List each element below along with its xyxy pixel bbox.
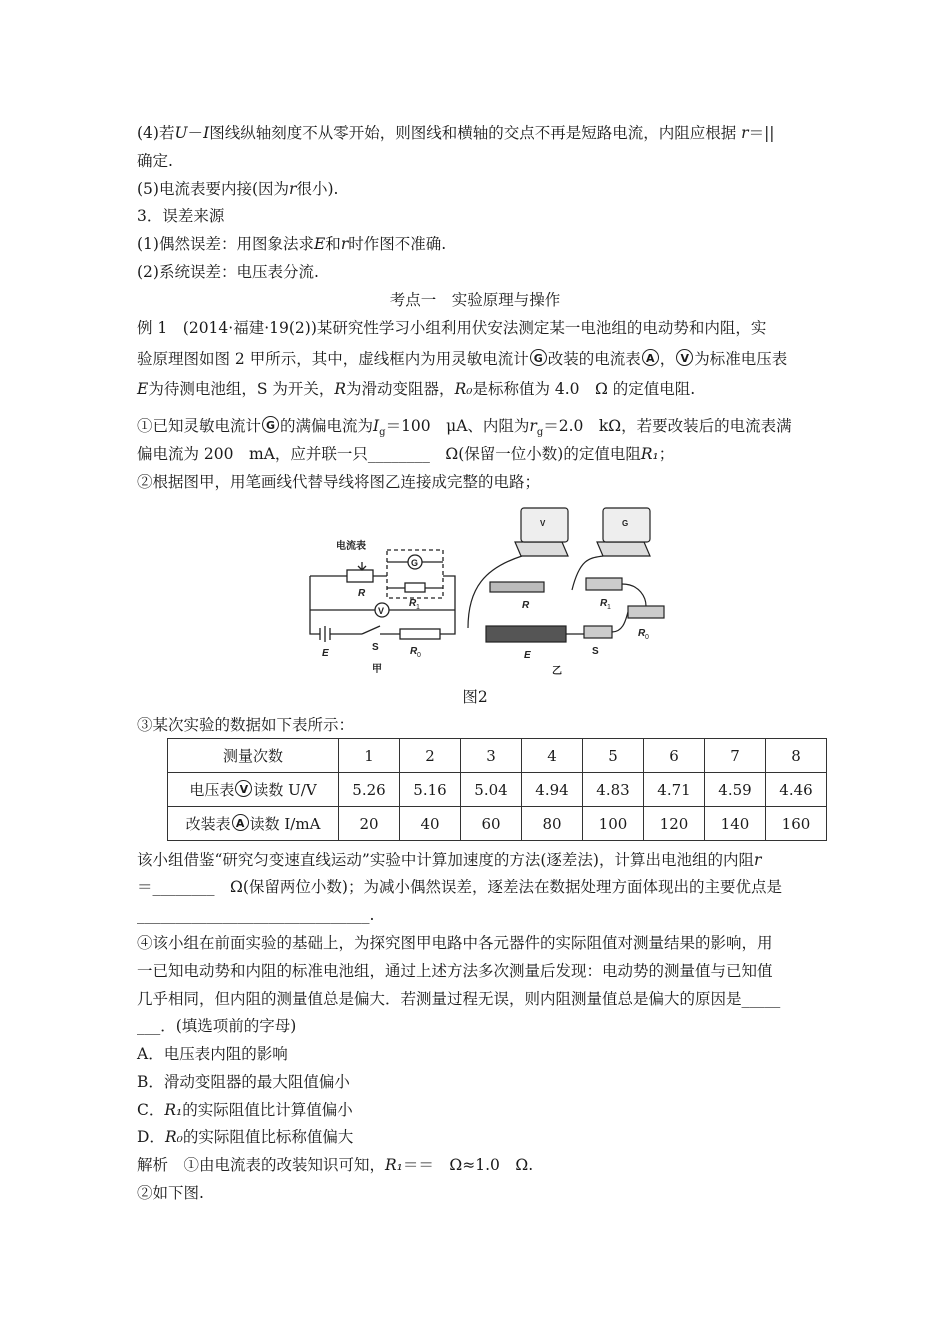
table-cell: 4.71 — [644, 773, 705, 807]
text: 改装表 — [185, 815, 231, 833]
label-e: E — [322, 648, 329, 659]
table-cell: 5.04 — [461, 773, 522, 807]
option-a: A．电压表内阻的影响 — [137, 1045, 288, 1063]
battery-e — [320, 626, 330, 642]
text: 是标称值为 4.0 Ω 的定值电阻. — [472, 380, 696, 398]
rheostat-slider — [358, 562, 366, 570]
text: 时作图不准确. — [348, 235, 447, 253]
resistor-r0-board — [628, 606, 664, 618]
var-r: r — [529, 417, 537, 435]
label-e: E — [524, 650, 531, 661]
table-cell: 4 — [522, 739, 583, 773]
circuit-figure — [290, 498, 690, 680]
answer-blank: ______________________________. — [137, 906, 375, 924]
var-r1: R₁ — [640, 445, 659, 463]
label-r0: R — [638, 628, 646, 639]
rheostat-r — [347, 570, 373, 582]
var-r0: R₀ — [164, 1128, 183, 1146]
label-r1-sub: 1 — [416, 604, 420, 611]
subscript: g — [536, 427, 544, 439]
text: 读数 U/V — [253, 781, 317, 799]
text: ， — [659, 350, 676, 368]
question-3: ③某次实验的数据如下表所示： — [137, 716, 355, 734]
label-v: V — [378, 606, 385, 616]
section-3-title: 3．误差来源 — [137, 207, 225, 225]
text: 的实际阻值比标称值偏大 — [182, 1128, 354, 1146]
para-error-1 — [137, 234, 446, 254]
table-cell: 2 — [400, 739, 461, 773]
subscript: g — [379, 427, 386, 439]
ammeter-icon: A — [642, 349, 659, 366]
resistor-r1-board — [586, 578, 622, 590]
jia-labels — [322, 539, 421, 675]
text: ＝2.0 kΩ，若要改装后的电流表满 — [543, 417, 792, 435]
option-c — [137, 1100, 353, 1120]
figure-caption: 图2 — [462, 688, 488, 706]
table-cell: 6 — [644, 739, 705, 773]
label-r1: R — [409, 598, 417, 609]
table-cell: 100 — [583, 807, 644, 841]
label-r: R — [358, 588, 366, 599]
text: 读数 I/mA — [249, 815, 321, 833]
text: 的满偏电流为 — [280, 417, 374, 435]
table-cell: 4.94 — [522, 773, 583, 807]
table-cell: 120 — [644, 807, 705, 841]
para-error-2: (2)系统误差：电压表分流. — [137, 263, 319, 281]
voltmeter-meter — [515, 542, 568, 556]
option-b: B．滑动变阻器的最大阻值偏小 — [137, 1073, 350, 1091]
table-cell: 5.16 — [400, 773, 461, 807]
text: ＝＝ Ω≈1.0 Ω. — [402, 1156, 534, 1174]
table-cell: 140 — [705, 807, 766, 841]
caption-jia: 甲 — [372, 664, 382, 675]
example-1-line-3 — [137, 379, 695, 399]
table-cell: 20 — [339, 807, 400, 841]
example-1-line-2 — [137, 349, 787, 369]
question-4-line-1: ④该小组在前面实验的基础上，为探究图甲电路中各元器件的实际阻值对测量结果的影响，用 — [137, 934, 773, 952]
question-3-text-2: ＝________ Ω(保留两位小数)；为减小偶然误差，逐差法在数据处理方面体现出的主要优点是 — [137, 878, 782, 896]
text: (4)若 — [137, 124, 175, 142]
text: C． — [137, 1101, 165, 1119]
para-4 — [137, 123, 775, 143]
label-r: R — [522, 600, 530, 611]
galvanometer-icon: G — [262, 416, 279, 433]
resistor-r1 — [405, 583, 425, 592]
caption-yi: 乙 — [552, 666, 562, 677]
table-cell: 测量次数 — [168, 739, 339, 773]
label-r0: R — [410, 646, 418, 657]
ammeter-label: 电流表 — [336, 541, 366, 552]
var-e: E — [137, 380, 149, 398]
label-s: S — [592, 646, 599, 657]
para-5 — [137, 179, 338, 199]
table-cell: 4.46 — [766, 773, 827, 807]
var-e: E — [313, 235, 326, 253]
text: 电压表 — [189, 781, 235, 799]
text: 该小组借鉴“研究匀变速直线运动”实验中计算加速度的方法(逐差法)，计算出电池组的内阻 — [137, 851, 754, 869]
meter-v-label: V — [540, 519, 546, 528]
var-r0: R₀ — [454, 380, 473, 398]
question-4-line-2: 一已知电动势和内阻的标准电池组，通过上述方法多次测量后发现：电动势的测量值与已知值 — [137, 962, 773, 980]
label-r0-sub: 0 — [645, 634, 649, 641]
table-row — [168, 807, 827, 841]
var-r: r — [741, 124, 749, 142]
text: 验原理图如图 2 甲所示，其中，虚线框内为用灵敏电流计 — [137, 350, 529, 368]
text: 很小). — [296, 180, 339, 198]
option-d — [137, 1127, 353, 1147]
question-4-line-3: 几乎相同，但内阻的测量值总是偏大．若测量过程无误，则内阻测量值总是偏大的原因是_____ — [137, 990, 781, 1008]
table-cell: 8 — [766, 739, 827, 773]
text: ＝100 μA、内阻为 — [385, 417, 530, 435]
question-4-line-4: ___．(填选项前的字母) — [137, 1017, 297, 1035]
battery-pack — [486, 626, 566, 642]
table-cell: 40 — [400, 807, 461, 841]
para-4-cont: 确定. — [137, 152, 173, 170]
text: ； — [658, 445, 675, 463]
label-r1: R — [600, 598, 608, 609]
var-r: r — [340, 235, 349, 253]
text: ①已知灵敏电流计 — [137, 417, 262, 435]
text: 为待测电池组，S 为开关， — [148, 380, 335, 398]
text: 改装的电流表 — [547, 350, 641, 368]
question-2: ②根据图甲，用笔画线代替导线将图乙连接成完整的电路； — [137, 473, 541, 491]
label-r1-sub: 1 — [607, 604, 611, 611]
physical-diagram-yi — [468, 508, 664, 642]
example-1-line-1: 例 1 (2014·福建·19(2))某研究性学习小组利用伏安法测定某一电池组的电动势和内阻，实 — [137, 319, 767, 337]
switch-s — [362, 626, 385, 634]
table-cell: 7 — [705, 739, 766, 773]
ammeter-icon: A — [232, 814, 249, 831]
solution-2: ②如下图. — [137, 1184, 204, 1202]
table-cell: 4.83 — [583, 773, 644, 807]
text: 图线纵轴刻度不从零开始，则图线和横轴的交点不再是短路电流，内阻应根据 — [209, 124, 737, 142]
section-heading: 考点一 实验原理与操作 — [389, 291, 561, 309]
voltmeter-icon: V — [235, 780, 252, 797]
table-cell: 5.26 — [339, 773, 400, 807]
label-g: G — [411, 558, 419, 568]
text: 偏电流为 200 mA，应并联一只________ Ω(保留一位小数)的定值电阻 — [137, 445, 641, 463]
table-row — [168, 773, 827, 807]
data-table — [167, 738, 827, 841]
wires-yi — [468, 556, 646, 634]
var-r: r — [753, 851, 762, 869]
rheostat-body — [490, 582, 544, 592]
circuit-diagram-jia — [310, 550, 455, 642]
text: 为标准电压表 — [694, 350, 788, 368]
table-cell: 1 — [339, 739, 400, 773]
question-3-text-1 — [137, 850, 761, 870]
question-1-line-2 — [137, 444, 674, 464]
solution-1 — [137, 1155, 533, 1175]
label-s: S — [372, 642, 379, 653]
text: 的实际阻值比计算值偏小 — [182, 1101, 353, 1119]
table-cell: 3 — [461, 739, 522, 773]
text: (1)偶然误差：用图象法求 — [137, 235, 314, 253]
var-i: I — [203, 124, 210, 142]
text: 解析 ①由电流表的改装知识可知， — [137, 1156, 386, 1174]
resistor-r0 — [400, 629, 440, 639]
table-cell: 160 — [766, 807, 827, 841]
var-r: r — [289, 180, 297, 198]
var-i: I — [373, 417, 380, 435]
var-r1: R₁ — [164, 1101, 183, 1119]
switch-board — [584, 626, 612, 638]
galvanometer-icon: G — [530, 349, 547, 366]
text: D． — [137, 1128, 165, 1146]
text: (5)电流表要内接(因为 — [137, 180, 290, 198]
text: 和 — [325, 235, 341, 253]
table-cell: 4.59 — [705, 773, 766, 807]
var-r1: R₁ — [385, 1156, 403, 1174]
text: ＝|| — [748, 124, 775, 142]
table-cell: 80 — [522, 807, 583, 841]
table-cell: 5 — [583, 739, 644, 773]
voltmeter-icon: V — [676, 349, 693, 366]
var-r: R — [334, 380, 347, 398]
table-header-row — [168, 739, 827, 773]
table-row-label — [168, 807, 339, 841]
question-1-line-1 — [137, 416, 792, 443]
meter-g-label: G — [622, 519, 629, 528]
table-cell: 60 — [461, 807, 522, 841]
galvanometer-meter — [597, 542, 650, 556]
text: － — [187, 124, 204, 142]
text: 为滑动变阻器， — [346, 380, 455, 398]
label-r0-sub: 0 — [417, 652, 421, 659]
var-u: U — [174, 124, 188, 142]
table-row-label — [168, 773, 339, 807]
